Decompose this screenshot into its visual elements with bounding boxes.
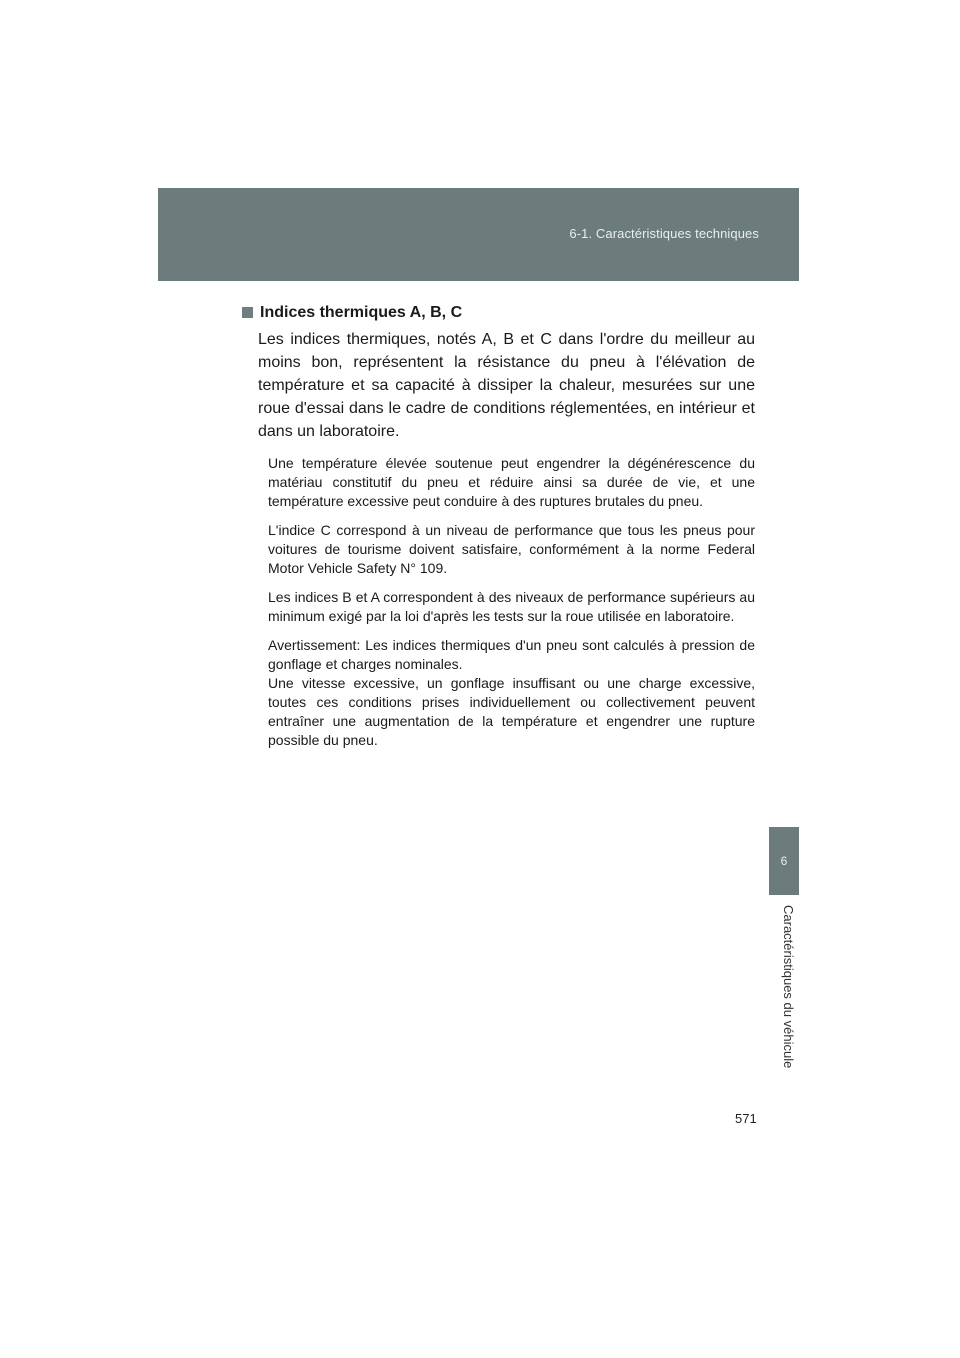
- page-number: 571: [735, 1111, 757, 1126]
- chapter-number: 6: [780, 854, 788, 868]
- section-heading: [242, 304, 462, 322]
- note-paragraph: L'indice C correspond à un niveau de performance que tous les pneus pour voitures de tourisme doivent satisfaire, conformément à la norme Federal Motor Vehicle Safety N° 109.: [268, 522, 755, 576]
- notes-block: [268, 454, 755, 760]
- heading-text: Indices thermiques A, B, C: [260, 304, 463, 321]
- note-paragraph: Les indices B et A correspondent à des niveaux de performance supérieurs au minimum exigé par la loi d'après les tests sur la roue utilisée en laboratoire.: [268, 589, 755, 624]
- square-bullet-icon: [242, 307, 253, 318]
- note-paragraph: Une vitesse excessive, un gonflage insuffisant ou une charge excessive, toutes ces conditions prises individuellement ou collectivement peuvent entraîner une augmentation de la température et engendrer une rupture possible du pneu.: [268, 675, 755, 748]
- chapter-tab: [769, 827, 799, 895]
- chapter-label-container: [781, 905, 796, 1085]
- chapter-label: Caractéristiques du véhicule: [781, 905, 796, 1069]
- note-paragraph: Avertissement: Les indices thermiques d'un pneu sont calculés à pression de gonflage et charges nominales.: [268, 637, 755, 672]
- main-paragraph: Les indices thermiques, notés A, B et C dans l'ordre du meilleur au moins bon, représentent la résistance du pneu à l'élévation de température et sa capacité à dissiper la chaleur, mesurées sur une roue d'essai dans le cadre de conditions réglementées, en intérieur et dans un laboratoire.: [258, 331, 755, 440]
- note-paragraph: Une température élevée soutenue peut engendrer la dégénérescence du matériau constitutif du pneu et réduire ainsi sa durée de vie, et une température excessive peut conduire à des ruptures brutales du pneu.: [268, 455, 755, 509]
- section-title: 6-1. Caractéristiques techniques: [569, 226, 759, 241]
- header-band: [158, 188, 799, 281]
